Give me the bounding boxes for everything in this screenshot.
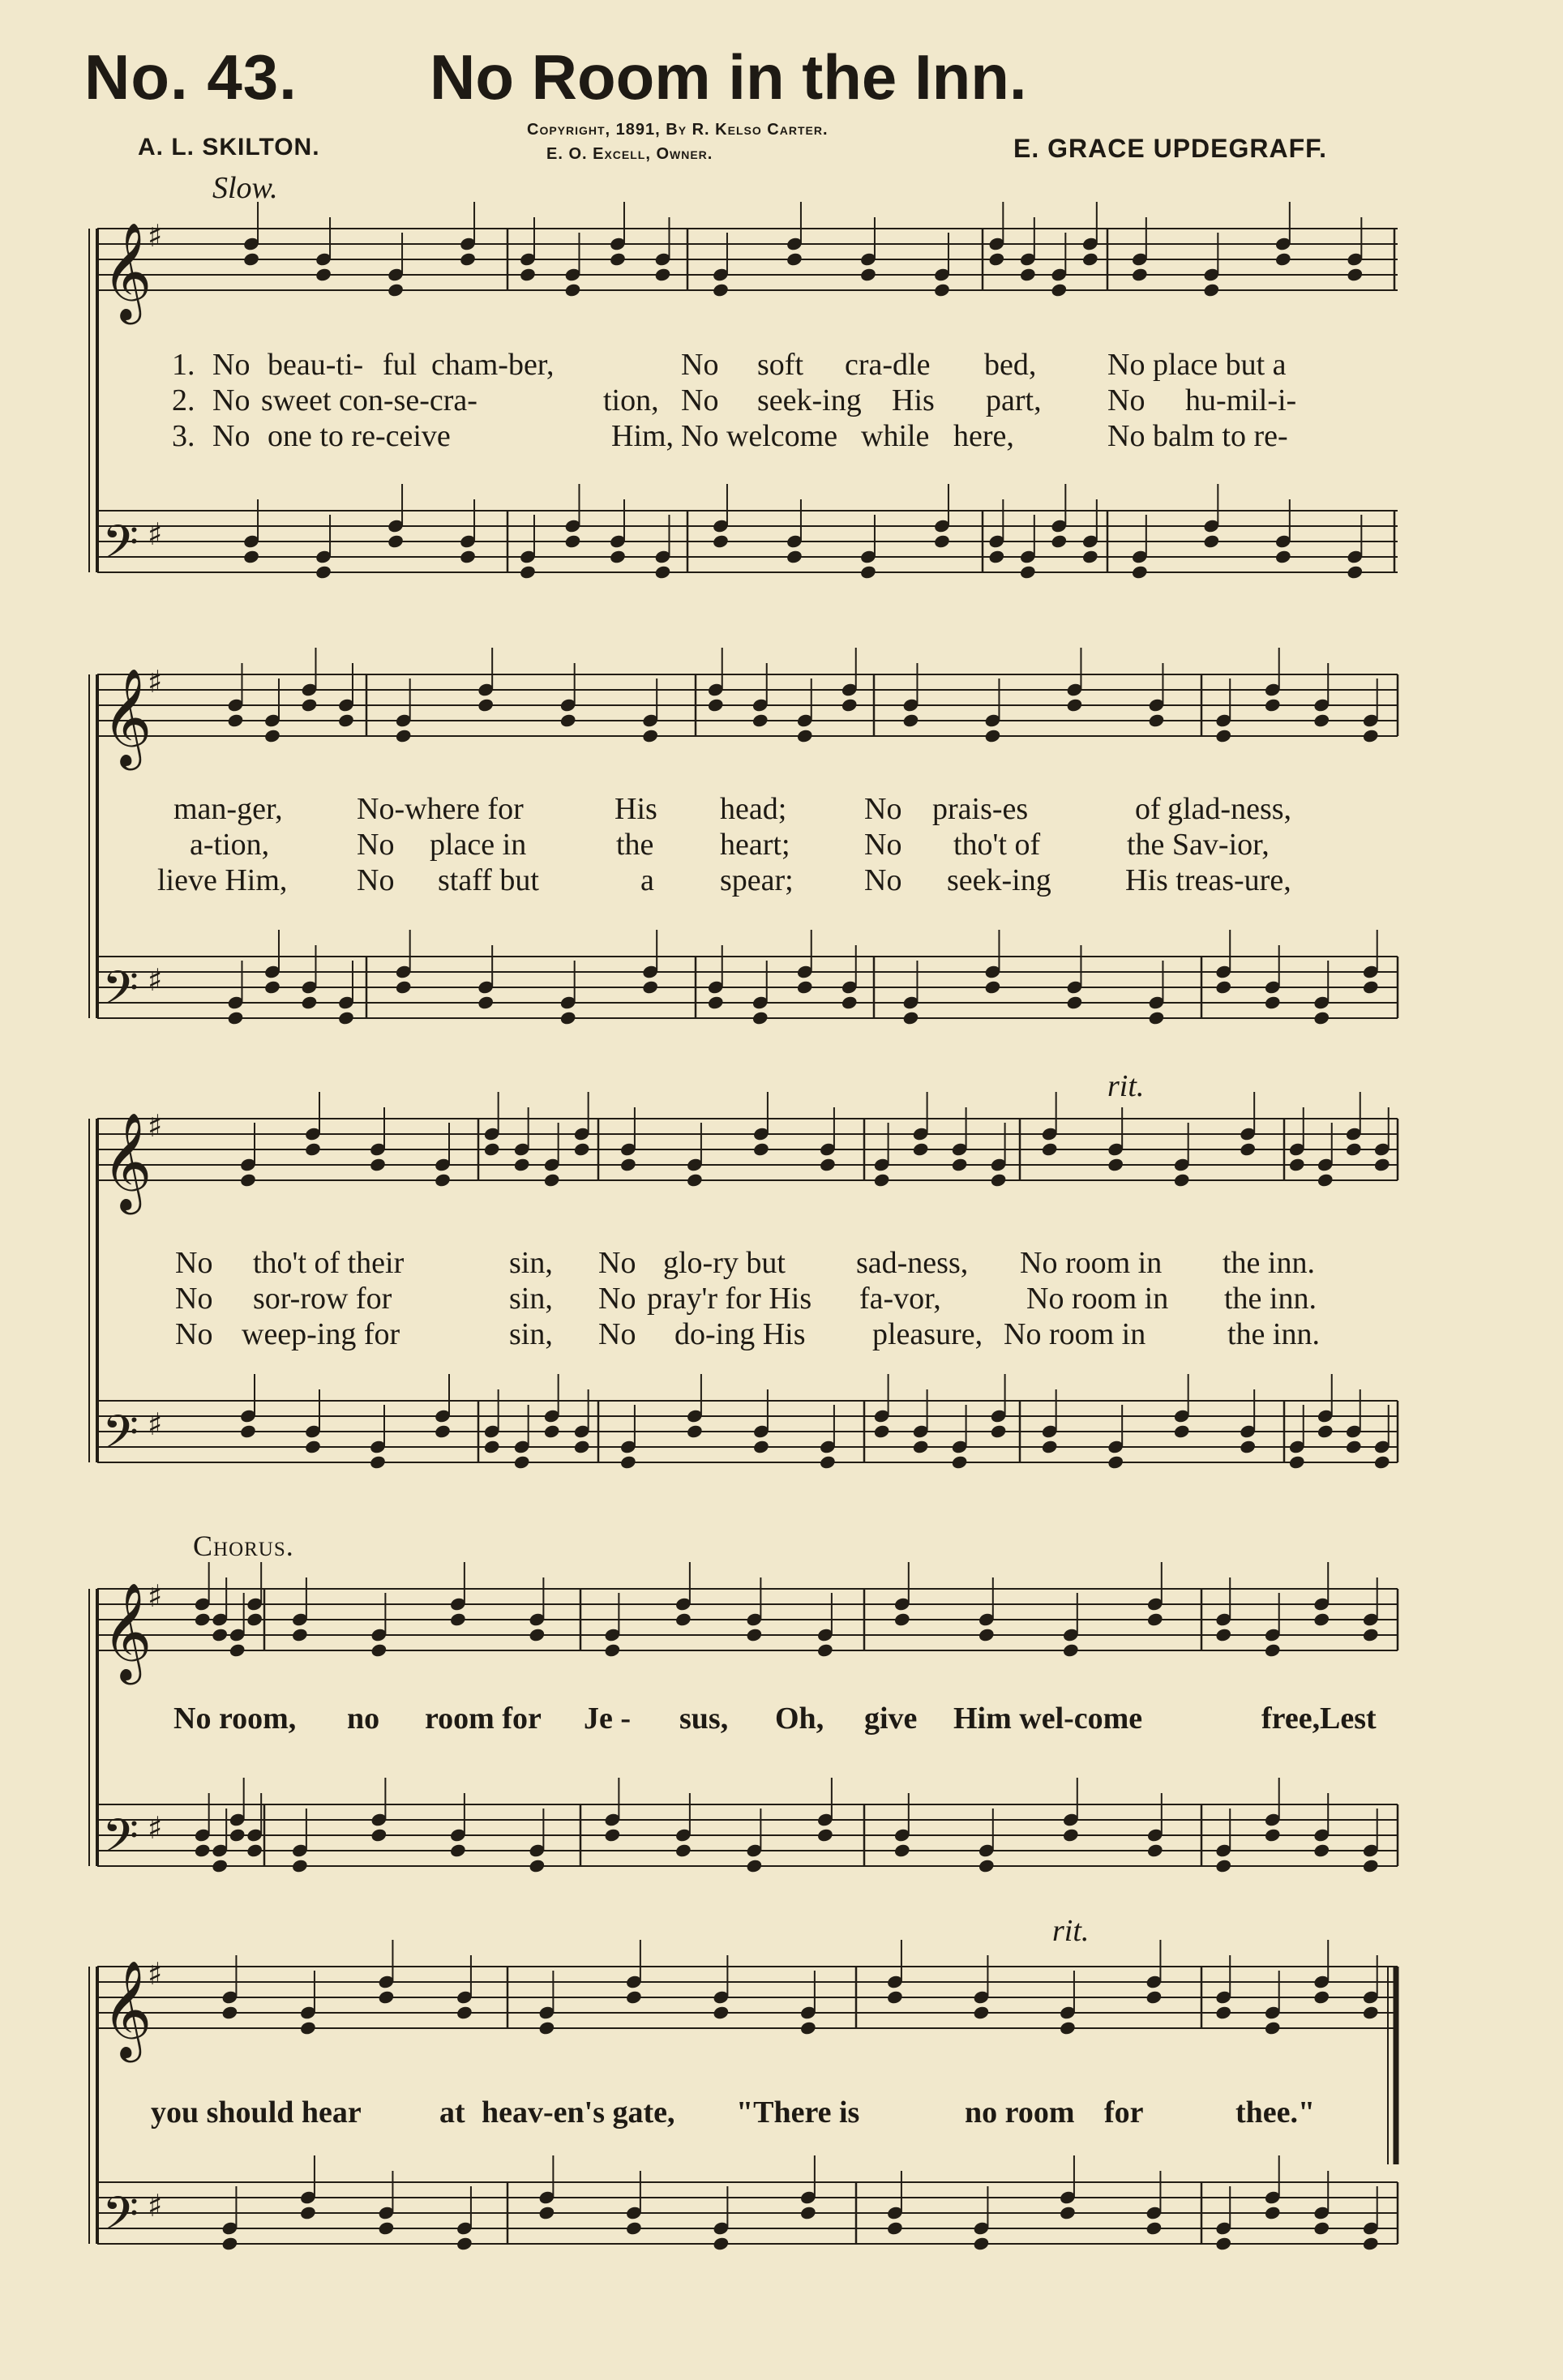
- lyric-word: part,: [986, 383, 1042, 417]
- notehead: [786, 251, 803, 267]
- lyric-word: No-where for: [357, 792, 524, 826]
- lyric-word: glo-ry but: [663, 1246, 786, 1280]
- ritardando-marking: rit.: [1107, 1069, 1145, 1103]
- lyric-word: No room in: [1004, 1317, 1146, 1351]
- lyric-word: cham-ber,: [431, 348, 555, 382]
- chorus-label: Chorus.: [193, 1530, 294, 1562]
- lyric-word: tion,: [603, 383, 659, 417]
- lyric-word: No: [598, 1246, 636, 1280]
- notehead: [387, 282, 405, 298]
- notehead: [519, 267, 537, 282]
- lyric-word: Oh,: [775, 1702, 824, 1736]
- lyric-word: Je -: [584, 1702, 632, 1736]
- sharp-icon: ♯: [148, 1108, 163, 1144]
- lyric-word: the: [616, 828, 654, 862]
- lyric-word: His treas-ure,: [1125, 863, 1291, 897]
- hymn-number: No. 43.: [84, 41, 298, 113]
- lyric-word: seek-ing: [757, 383, 862, 417]
- lyric-word: No welcome: [681, 419, 838, 453]
- lyric-word: heav-en's gate,: [482, 2095, 675, 2130]
- lyric-word: No: [681, 348, 719, 382]
- notehead: [1019, 267, 1037, 282]
- lyric-word: pray'r for His: [647, 1282, 812, 1316]
- lyric-word: do-ing His: [674, 1317, 806, 1351]
- lyric-word: No: [681, 383, 719, 417]
- bass-clef-icon: 𝄢: [102, 961, 139, 1027]
- notehead: [1131, 267, 1149, 282]
- lyric-word: no: [347, 1702, 380, 1736]
- lyric-word: No: [175, 1282, 213, 1316]
- notehead: [1274, 251, 1292, 267]
- treble-clef-icon: 𝄞: [102, 221, 152, 320]
- lyric-word: No: [175, 1317, 213, 1351]
- lyric-word: staff but: [438, 863, 539, 897]
- bass-clef-icon: 𝄢: [102, 2186, 139, 2253]
- lyric-word: pleasure,: [872, 1317, 983, 1351]
- notehead: [816, 1642, 834, 1658]
- lyric-line-verse-3: [0, 1316, 1563, 1637]
- lyric-word: man-ger,: [173, 792, 283, 826]
- lyric-word: No: [357, 863, 395, 897]
- treble-clef-icon: 𝄞: [102, 1582, 152, 1680]
- lyric-word: No: [212, 348, 251, 382]
- lyric-word: No: [598, 1317, 636, 1351]
- lyric-word: No balm to re-: [1107, 419, 1288, 453]
- lyric-word: room for: [425, 1702, 542, 1736]
- lyric-word: Him wel-come: [953, 1702, 1143, 1736]
- lyric-word: "There is: [736, 2095, 860, 2130]
- sharp-icon: ♯: [148, 218, 163, 254]
- composer-credit: A. L. SKILTON.: [138, 134, 320, 161]
- lyric-word: seek-ing: [947, 863, 1051, 897]
- lyric-word: place in: [430, 828, 527, 862]
- lyric-word: No: [1107, 383, 1145, 417]
- notehead: [1081, 251, 1099, 267]
- sharp-icon: ♯: [148, 516, 163, 552]
- lyric-word: sor-row for: [253, 1282, 392, 1316]
- notehead: [370, 1642, 388, 1658]
- lyric-word: sweet con-se-cra-: [261, 383, 477, 417]
- notehead: [315, 267, 332, 282]
- verse-number: 3.: [172, 419, 195, 453]
- lyric-line-verse-3: [0, 863, 1563, 1184]
- lyric-word: head;: [720, 792, 787, 826]
- lyric-word: spear;: [720, 863, 794, 897]
- copyright-line-2: E. O. Excell, Owner.: [546, 145, 713, 163]
- lyric-word: cra-dle: [845, 348, 931, 382]
- chorus-lyric-line: [0, 2095, 1563, 2380]
- copyright-notice: [527, 118, 829, 166]
- lyric-word: No room,: [173, 1702, 297, 1736]
- author-credit: E. GRACE UPDEGRAFF.: [1013, 134, 1328, 163]
- tempo-marking: Slow.: [212, 171, 278, 205]
- lyric-word: the Sav-ior,: [1127, 828, 1270, 862]
- lyric-word: the inn.: [1227, 1317, 1320, 1351]
- lyric-word: sus,: [679, 1702, 729, 1736]
- lyric-word: for: [1104, 2095, 1144, 2130]
- sharp-icon: ♯: [148, 1956, 163, 1992]
- lyric-word: No: [598, 1282, 636, 1316]
- notehead: [859, 267, 877, 282]
- bass-clef-icon: 𝄢: [102, 1809, 139, 1875]
- lyric-word: tho't of their: [253, 1246, 405, 1280]
- verse-number: 2.: [172, 383, 195, 417]
- notehead: [604, 1642, 622, 1658]
- notehead: [654, 267, 672, 282]
- lyric-word: His: [892, 383, 935, 417]
- copyright-line-1: Copyright, 1891, By R. Kelso Carter.: [527, 121, 829, 139]
- sharp-icon: ♯: [148, 1578, 163, 1614]
- lyric-word: at: [439, 2095, 465, 2130]
- bass-clef-icon: 𝄢: [102, 515, 139, 581]
- notehead: [564, 282, 582, 298]
- lyric-word: sin,: [509, 1282, 553, 1316]
- notehead: [242, 251, 260, 267]
- notehead: [1346, 267, 1364, 282]
- sharp-icon: ♯: [148, 664, 163, 700]
- lyric-word: glad-ness,: [1167, 792, 1292, 826]
- lyric-word: one to re-ceive: [268, 419, 451, 453]
- sharp-icon: ♯: [148, 1406, 163, 1442]
- chorus-lyric-line: [0, 1701, 1563, 2093]
- lyric-word: No room in: [1020, 1246, 1163, 1280]
- notehead: [987, 251, 1005, 267]
- notehead: [1202, 282, 1220, 298]
- lyric-word: No: [864, 863, 902, 897]
- lyric-word: bed,: [984, 348, 1037, 382]
- lyric-word: a-tion,: [190, 828, 270, 862]
- sharp-icon: ♯: [148, 2188, 163, 2224]
- lyric-word: you should hear: [151, 2095, 362, 2130]
- treble-clef-icon: 𝄞: [102, 667, 152, 766]
- treble-clef-icon: 𝄞: [102, 1111, 152, 1210]
- lyric-word: a: [640, 863, 654, 897]
- hymn-title: No Room in the Inn.: [430, 41, 1027, 113]
- treble-clef-icon: 𝄞: [102, 1959, 152, 2058]
- lyric-word: No: [864, 792, 902, 826]
- lyric-word: sin,: [509, 1246, 553, 1280]
- lyric-word: here,: [953, 419, 1014, 453]
- verse-number: 1.: [172, 348, 195, 382]
- lyric-word: sad-ness,: [856, 1246, 969, 1280]
- lyric-word: soft: [757, 348, 803, 382]
- notehead: [933, 282, 951, 298]
- lyric-word: No: [175, 1246, 213, 1280]
- lyric-word: No: [864, 828, 902, 862]
- notehead: [459, 251, 477, 267]
- ritardando-marking: rit.: [1052, 1914, 1090, 1948]
- lyric-word: thee.": [1235, 2095, 1316, 2130]
- notehead: [229, 1642, 246, 1658]
- lyric-word: weep-ing for: [242, 1317, 400, 1351]
- lyric-word: Him,: [611, 419, 674, 453]
- lyric-word: heart;: [720, 828, 790, 862]
- lyric-word: Lest: [1320, 1702, 1377, 1736]
- notehead: [609, 251, 627, 267]
- sharp-icon: ♯: [148, 1810, 163, 1846]
- lyric-word: No: [357, 828, 395, 862]
- lyric-word: tho't of: [953, 828, 1041, 862]
- lyric-word: hu-mil-i-: [1185, 383, 1297, 417]
- lyric-word: lieve Him,: [157, 863, 288, 897]
- lyric-word: No: [212, 419, 251, 453]
- lyric-word: His: [614, 792, 657, 826]
- lyric-word: free,: [1261, 1702, 1321, 1736]
- lyric-word: No: [212, 383, 251, 417]
- notehead: [1062, 1642, 1080, 1658]
- lyric-word: no room: [965, 2095, 1075, 2130]
- lyric-line-verse-3: [0, 418, 1563, 739]
- bass-clef-icon: 𝄢: [102, 1405, 139, 1471]
- lyric-word: ful: [383, 348, 418, 382]
- lyric-word: prais-es: [932, 792, 1029, 826]
- notehead: [1264, 1642, 1282, 1658]
- lyric-word: fa-vor,: [859, 1282, 941, 1316]
- lyric-word: beau-ti-: [268, 348, 364, 382]
- lyric-word: while: [861, 419, 930, 453]
- sharp-icon: ♯: [148, 962, 163, 998]
- lyric-word: No place but a: [1107, 348, 1287, 382]
- lyric-word: sin,: [509, 1317, 553, 1351]
- notehead: [712, 282, 730, 298]
- lyric-word: the inn.: [1223, 1246, 1315, 1280]
- notehead: [1050, 282, 1068, 298]
- lyric-word: of: [1135, 792, 1161, 826]
- lyric-word: the inn.: [1224, 1282, 1317, 1316]
- lyric-word: No room in: [1026, 1282, 1169, 1316]
- lyric-word: give: [864, 1702, 918, 1736]
